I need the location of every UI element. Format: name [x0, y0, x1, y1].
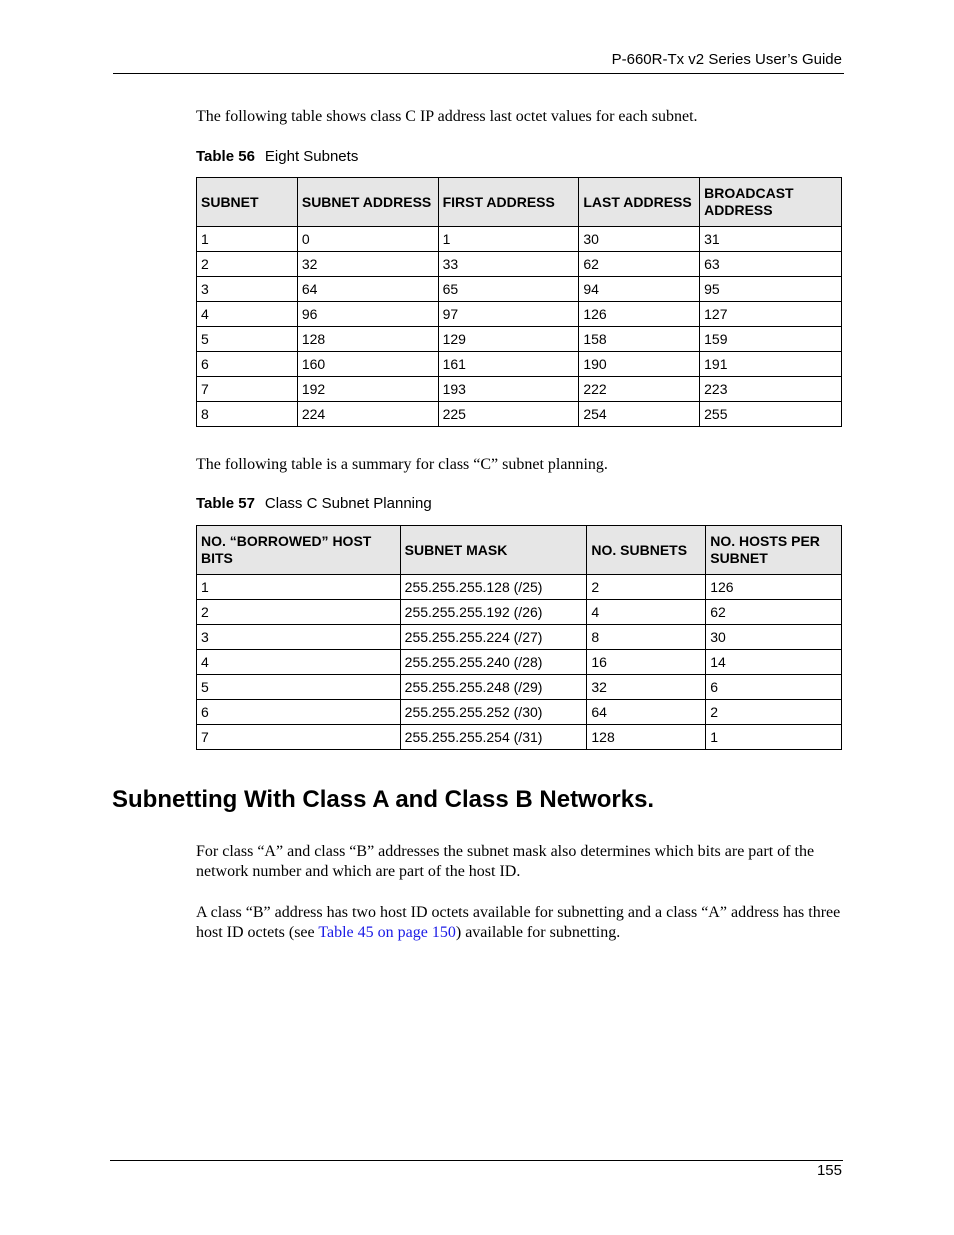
table-cell: 65 [438, 277, 579, 302]
table-cell: 32 [587, 675, 706, 700]
table-57-caption [196, 495, 432, 512]
table-cell: 95 [700, 277, 842, 302]
page-number: 155 [816, 1162, 842, 1179]
table-cell: 222 [579, 377, 700, 402]
table-cell: 193 [438, 377, 579, 402]
table-row [197, 675, 842, 700]
table-cell: 255.255.255.128 (/25) [400, 575, 587, 600]
table-cell: 4 [197, 650, 401, 675]
table-cell: 64 [587, 700, 706, 725]
table-cell: 62 [706, 600, 842, 625]
table-cell: 2 [587, 575, 706, 600]
table-cell: 159 [700, 327, 842, 352]
table-56 [196, 177, 842, 427]
header-rule [113, 73, 844, 74]
table-57-caption-number: Table 57 [196, 495, 255, 512]
table-cell: 30 [579, 227, 700, 252]
table-cell: 33 [438, 252, 579, 277]
table-cell: 254 [579, 402, 700, 427]
table-cell: 1 [197, 227, 298, 252]
table-row [197, 377, 842, 402]
table-cell: 1 [438, 227, 579, 252]
running-header-title: P-660R-Tx v2 Series User’s Guide [611, 51, 842, 68]
table-cell: 190 [579, 352, 700, 377]
table-cell: 160 [297, 352, 438, 377]
table-cell: 2 [706, 700, 842, 725]
table-cell: 6 [197, 700, 401, 725]
table-cell: 5 [197, 675, 401, 700]
table-cell: 30 [706, 625, 842, 650]
table-cell: 225 [438, 402, 579, 427]
table-cell: 224 [297, 402, 438, 427]
section-paragraph-1: For class “A” and class “B” addresses the subnet mask also determines which bits are part of the network number and which are part of the host ID. [196, 843, 815, 880]
table-56-col-header: LAST ADDRESS [579, 178, 700, 227]
section-paragraph-2 [196, 903, 846, 943]
section-paragraph-2-text-end: ) available for subnetting. [455, 924, 621, 941]
table-cell: 255.255.255.252 (/30) [400, 700, 587, 725]
intro-paragraph-1: The following table shows class C IP address last octet values for each subnet. [196, 108, 698, 125]
table-cell: 2 [197, 252, 298, 277]
table-cell: 4 [587, 600, 706, 625]
table-cell: 63 [700, 252, 842, 277]
table-cell: 158 [579, 327, 700, 352]
table-cell: 128 [587, 725, 706, 750]
table-cell: 62 [579, 252, 700, 277]
table-cell: 255.255.255.248 (/29) [400, 675, 587, 700]
table-cell: 161 [438, 352, 579, 377]
table-57-col-header: NO. “BORROWED” HOST BITS [197, 526, 401, 575]
table-row [197, 252, 842, 277]
table-cell: 255.255.255.224 (/27) [400, 625, 587, 650]
table-cell: 6 [706, 675, 842, 700]
table-cell: 64 [297, 277, 438, 302]
table-cell: 7 [197, 725, 401, 750]
table-56-header-row [197, 178, 842, 227]
table-cell: 8 [197, 402, 298, 427]
table-row [197, 575, 842, 600]
table-cell: 3 [197, 277, 298, 302]
table-cell: 14 [706, 650, 842, 675]
table-57-col-header: NO. HOSTS PER SUBNET [706, 526, 842, 575]
table-57-col-header: SUBNET MASK [400, 526, 587, 575]
table-56-col-header: SUBNET ADDRESS [297, 178, 438, 227]
table-cell: 255 [700, 402, 842, 427]
section-heading: Subnetting With Class A and Class B Networks. [112, 786, 655, 813]
table-cell: 96 [297, 302, 438, 327]
table-56-col-header: SUBNET [197, 178, 298, 227]
table-cell: 97 [438, 302, 579, 327]
table-cell: 5 [197, 327, 298, 352]
section-paragraph-2-text: A class “B” address has two host ID octets available for subnetting and a class “A” address has three host ID octets (see [196, 904, 841, 941]
table-cell: 1 [197, 575, 401, 600]
table-cell: 1 [706, 725, 842, 750]
table-cell: 2 [197, 600, 401, 625]
table-cell: 31 [700, 227, 842, 252]
footer-rule [110, 1160, 843, 1161]
table-row [197, 402, 842, 427]
table-cell: 6 [197, 352, 298, 377]
table-cell: 128 [297, 327, 438, 352]
table-45-cross-reference-link[interactable]: Table 45 on page 150 [318, 924, 456, 941]
table-56-col-header: FIRST ADDRESS [438, 178, 579, 227]
table-57-caption-title: Class C Subnet Planning [264, 495, 432, 512]
table-row [197, 600, 842, 625]
table-cell: 191 [700, 352, 842, 377]
table-row [197, 700, 842, 725]
table-row [197, 650, 842, 675]
table-57 [196, 525, 842, 750]
table-cell: 4 [197, 302, 298, 327]
table-cell: 3 [197, 625, 401, 650]
table-57-col-header: NO. SUBNETS [587, 526, 706, 575]
table-row [197, 327, 842, 352]
table-row [197, 352, 842, 377]
table-56-col-header: BROADCAST ADDRESS [700, 178, 842, 227]
table-cell: 126 [579, 302, 700, 327]
table-cell: 7 [197, 377, 298, 402]
table-row [197, 725, 842, 750]
table-cell: 8 [587, 625, 706, 650]
table-cell: 255.255.255.254 (/31) [400, 725, 587, 750]
table-cell: 16 [587, 650, 706, 675]
table-cell: 94 [579, 277, 700, 302]
table-57-header-row [197, 526, 842, 575]
table-cell: 32 [297, 252, 438, 277]
table-cell: 223 [700, 377, 842, 402]
table-cell: 192 [297, 377, 438, 402]
table-56-caption-number: Table 56 [196, 148, 255, 165]
table-cell: 255.255.255.240 (/28) [400, 650, 587, 675]
table-cell: 127 [700, 302, 842, 327]
table-row [197, 277, 842, 302]
table-cell: 129 [438, 327, 579, 352]
table-row [197, 227, 842, 252]
table-cell: 0 [297, 227, 438, 252]
table-row [197, 625, 842, 650]
intro-paragraph-2: The following table is a summary for class “C” subnet planning. [196, 456, 608, 473]
table-cell: 126 [706, 575, 842, 600]
table-56-caption-title: Eight Subnets [264, 148, 359, 165]
table-56-caption [196, 148, 358, 165]
table-row [197, 302, 842, 327]
table-cell: 255.255.255.192 (/26) [400, 600, 587, 625]
